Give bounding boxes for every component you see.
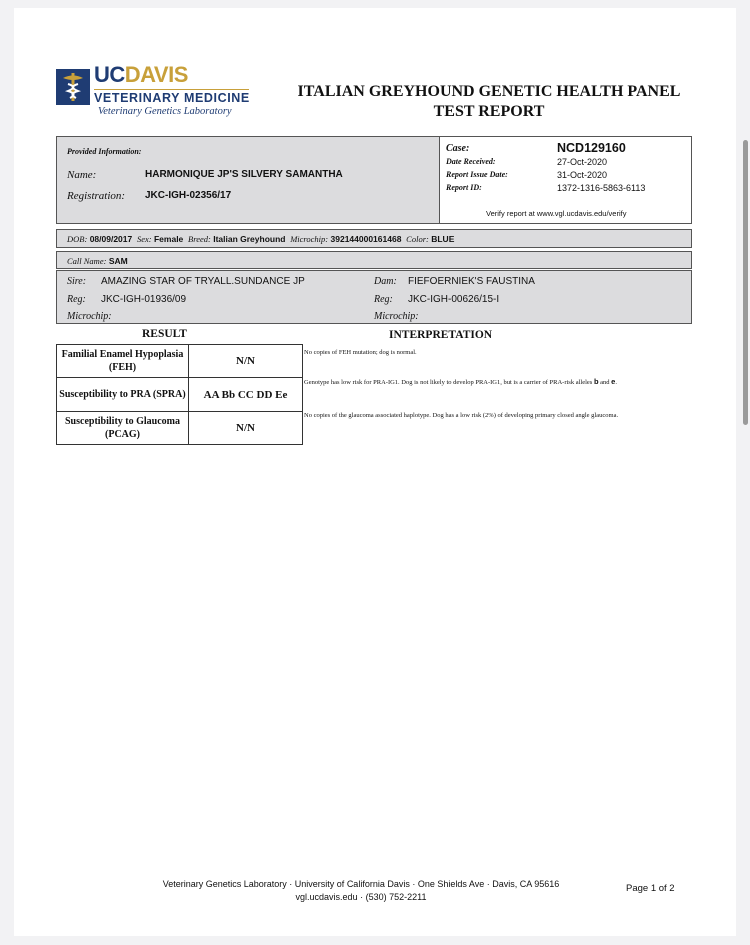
issue-date-value: 31-Oct-2020 <box>557 170 608 180</box>
test-name: Susceptibility to Glaucoma (PCAG) <box>57 412 189 445</box>
dam-reg-label: Reg: <box>374 294 393 305</box>
provided-info-box <box>56 136 692 224</box>
sire-reg-value: JKC-IGH-01936/09 <box>101 294 187 305</box>
logo-lab: Veterinary Genetics Laboratory <box>98 106 232 117</box>
test-name: Familial Enamel Hypoplasia (FEH) <box>57 345 189 378</box>
report-id-label: Report ID: <box>446 183 482 192</box>
logo-rule <box>94 89 249 90</box>
registration-label: Registration: <box>67 190 126 202</box>
parents-box <box>56 270 692 324</box>
interpretation-text: No copies of the glaucoma associated haplotype. Dog has a low risk (2%) of developing primary closed angle glaucoma. <box>304 412 619 419</box>
logo-school: VETERINARY MEDICINE <box>94 91 250 105</box>
sire-microchip-label: Microchip: <box>67 311 112 322</box>
date-received-value: 27-Oct-2020 <box>557 157 608 167</box>
dam-microchip-label: Microchip: <box>374 311 419 322</box>
interpretation-text: No copies of FEH mutation; dog is normal. <box>304 349 417 356</box>
table-row <box>57 378 303 412</box>
dog-name: HARMONIQUE JP'S SILVERY SAMANTHA <box>145 169 343 180</box>
scrollbar[interactable] <box>743 140 748 425</box>
ucdavis-logo <box>56 64 266 124</box>
verify-link[interactable]: Verify report at www.vgl.ucdavis.edu/verify <box>486 209 627 218</box>
dog-details: DOB: 08/09/2017 Sex: Female Breed: Italian Greyhound Microchip: 392144000161468 Color: BLUE <box>67 234 455 244</box>
test-name: Susceptibility to PRA (SPRA) <box>57 378 189 412</box>
result-header: RESULT <box>142 328 187 340</box>
report-title: ITALIAN GREYHOUND GENETIC HEALTH PANEL TEST REPORT <box>297 83 681 120</box>
interpretation-text: Genotype has low risk for PRA-IG1. Dog is not likely to develop PRA-IG1, but is a carrier of PRA-risk alleles b and e. <box>304 377 617 386</box>
registration-value: JKC-IGH-02356/17 <box>145 190 232 201</box>
caduceus-shield-icon <box>56 69 90 105</box>
footer <box>14 878 708 904</box>
issue-date-label: Report Issue Date: <box>446 170 508 179</box>
case-number: NCD129160 <box>557 141 626 155</box>
report-id-value: 1372-1316-5863-6113 <box>557 183 646 193</box>
sire-value: AMAZING STAR OF TRYALL.SUNDANCE JP <box>101 276 305 287</box>
report-page <box>14 8 736 936</box>
call-name-row <box>56 251 692 269</box>
footer-contact[interactable]: vgl.ucdavis.edu · (530) 752-2211 <box>295 892 427 902</box>
case-panel <box>439 137 691 223</box>
dam-label: Dam: <box>374 276 397 287</box>
results-table <box>56 344 303 445</box>
date-received-label: Date Received: <box>446 157 496 166</box>
dam-value: FIEFOERNIEK'S FAUSTINA <box>408 276 535 287</box>
dam-reg-value: JKC-IGH-00626/15-I <box>408 294 500 305</box>
name-label: Name: <box>67 169 97 181</box>
logo-wordmark: UCDAVIS <box>94 62 188 87</box>
case-label: Case: <box>446 143 470 154</box>
test-result: N/N <box>189 412 303 445</box>
interpretation-header: INTERPRETATION <box>389 329 493 341</box>
footer-address: Veterinary Genetics Laboratory · University of California Davis · One Shields Ave · Davis, CA 95616 <box>162 879 560 889</box>
test-result: N/N <box>189 345 303 378</box>
test-result: AA Bb CC DD Ee <box>189 378 303 412</box>
provided-info-label: Provided Information: <box>67 147 142 156</box>
dog-details-row <box>56 229 692 248</box>
table-row <box>57 345 303 378</box>
call-name: Call Name: SAM <box>67 256 128 266</box>
sire-label: Sire: <box>67 276 87 287</box>
sire-reg-label: Reg: <box>67 294 86 305</box>
table-row <box>57 412 303 445</box>
page-number: Page 1 of 2 <box>626 883 675 894</box>
